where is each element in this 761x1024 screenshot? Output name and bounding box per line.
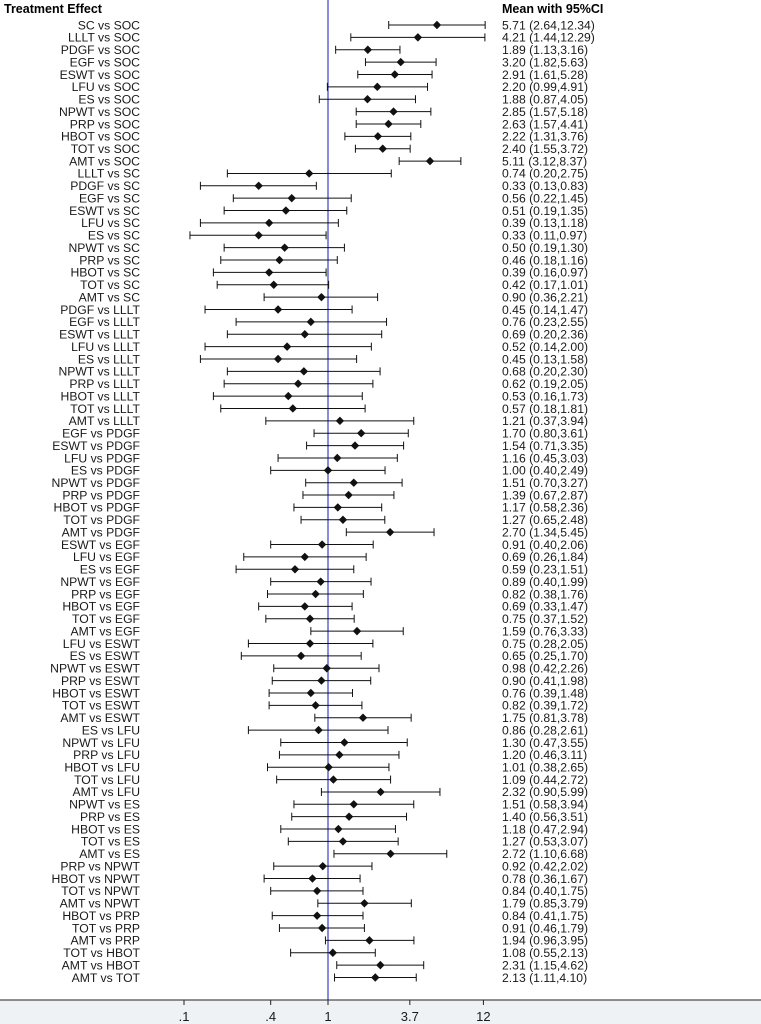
row-label: LLLT vs SOC bbox=[67, 30, 140, 45]
row-label: AMT vs LFU bbox=[72, 785, 140, 800]
mean-marker bbox=[318, 924, 326, 932]
row-value: 0.78 (0.36,1.67) bbox=[502, 871, 589, 886]
mean-marker bbox=[324, 466, 332, 474]
row-label: AMT vs ES bbox=[79, 847, 140, 862]
row-label: LFU vs SC bbox=[81, 216, 140, 231]
row-value: 0.59 (0.23,1.51) bbox=[502, 562, 589, 577]
row-value: 1.09 (0.44,2.72) bbox=[502, 772, 589, 787]
mean-marker bbox=[373, 83, 381, 91]
row-value: 0.90 (0.41,1.98) bbox=[502, 673, 589, 688]
row-value: 0.86 (0.28,2.61) bbox=[502, 723, 589, 738]
mean-marker bbox=[376, 788, 384, 796]
mean-marker bbox=[350, 478, 358, 486]
mean-marker bbox=[301, 602, 309, 610]
row-label: TOT vs PDGF bbox=[63, 513, 140, 528]
mean-marker bbox=[371, 973, 379, 981]
row-label: NPWT vs SOC bbox=[58, 104, 140, 119]
mean-marker bbox=[274, 305, 282, 313]
row-value: 0.76 (0.23,2.55) bbox=[502, 315, 589, 330]
mean-marker bbox=[365, 936, 373, 944]
mean-marker bbox=[339, 837, 347, 845]
row-value: 1.08 (0.55,2.13) bbox=[502, 946, 589, 961]
row-value: 1.94 (0.96,3.95) bbox=[502, 933, 589, 948]
row-label: ES vs EGF bbox=[79, 562, 140, 577]
row-label: ESWT vs EGF bbox=[61, 537, 140, 552]
mean-marker bbox=[333, 454, 341, 462]
row-label: EGF vs SOC bbox=[69, 55, 140, 70]
row-value: 4.21 (1.44,12.29) bbox=[502, 30, 595, 45]
row-value: 1.18 (0.47,2.94) bbox=[502, 822, 589, 837]
row-label: PRP vs LLLT bbox=[69, 377, 140, 392]
row-label: PRP vs ESWT bbox=[60, 673, 140, 688]
row-label: TOT vs NPWT bbox=[61, 884, 140, 899]
row-label: TOT vs SC bbox=[80, 278, 140, 293]
mean-marker bbox=[274, 355, 282, 363]
row-value: 1.27 (0.53,3.07) bbox=[502, 834, 589, 849]
row-value: 1.16 (0.45,3.03) bbox=[502, 451, 589, 466]
row-value: 2.13 (1.11,4.10) bbox=[502, 970, 588, 985]
mean-marker bbox=[307, 318, 315, 326]
row-value: 2.31 (1.15,4.62) bbox=[502, 958, 589, 973]
row-value: 2.70 (1.34,5.45) bbox=[502, 525, 589, 540]
mean-marker bbox=[391, 70, 399, 78]
row-value: 0.45 (0.13,1.58) bbox=[502, 352, 589, 367]
row-label: TOT vs LFU bbox=[74, 772, 140, 787]
row-value: 0.82 (0.38,1.76) bbox=[502, 587, 589, 602]
mean-marker bbox=[319, 862, 327, 870]
row-value: 0.65 (0.25,1.70) bbox=[502, 649, 589, 664]
row-value: 0.68 (0.20,2.30) bbox=[502, 364, 589, 379]
row-value: 1.01 (0.38,2.65) bbox=[502, 760, 589, 775]
row-value: 1.27 (0.65,2.48) bbox=[502, 513, 589, 528]
row-value: 0.57 (0.18,1.81) bbox=[502, 401, 589, 416]
row-label: ES vs LLLT bbox=[77, 352, 140, 367]
row-label: PDGF vs LLLT bbox=[60, 302, 140, 317]
row-value: 1.30 (0.47,3.55) bbox=[502, 735, 589, 750]
row-value: 1.51 (0.70,3.27) bbox=[502, 475, 589, 490]
mean-marker bbox=[275, 256, 283, 264]
mean-marker bbox=[339, 516, 347, 524]
mean-ci-header: Mean with 95%CI bbox=[502, 2, 604, 16]
mean-marker bbox=[308, 874, 316, 882]
row-label: NPWT vs LLLT bbox=[58, 364, 140, 379]
row-label: AMT vs PRP bbox=[70, 933, 140, 948]
row-label: ES vs ESWT bbox=[69, 649, 140, 664]
row-value: 0.92 (0.42,2.02) bbox=[502, 859, 589, 874]
row-value: 0.42 (0.17,1.01) bbox=[502, 278, 589, 293]
mean-marker bbox=[433, 21, 441, 29]
row-value: 0.89 (0.40,1.99) bbox=[502, 574, 589, 589]
mean-marker bbox=[254, 231, 262, 239]
row-value: 1.21 (0.37,3.94) bbox=[502, 414, 589, 429]
row-value: 0.74 (0.20,2.75) bbox=[502, 166, 589, 181]
mean-marker bbox=[318, 540, 326, 548]
mean-marker bbox=[265, 268, 273, 276]
row-value: 5.11 (3.12,8.37) bbox=[502, 154, 588, 169]
row-label: EGF vs PDGF bbox=[62, 426, 140, 441]
row-label: EGF vs LLLT bbox=[69, 315, 140, 330]
mean-marker bbox=[294, 380, 302, 388]
mean-marker bbox=[350, 800, 358, 808]
row-value: 0.39 (0.13,1.18) bbox=[502, 216, 589, 231]
row-value: 3.20 (1.82,5.63) bbox=[502, 55, 589, 70]
mean-marker bbox=[297, 652, 305, 660]
treatment-effect-header: Treatment Effect bbox=[4, 2, 102, 16]
row-value: 1.59 (0.76,3.33) bbox=[502, 624, 589, 639]
row-label: PRP vs SOC bbox=[69, 117, 140, 132]
mean-marker bbox=[351, 441, 359, 449]
mean-marker bbox=[323, 664, 331, 672]
mean-marker bbox=[353, 627, 361, 635]
mean-marker bbox=[360, 899, 368, 907]
row-value: 0.90 (0.36,2.21) bbox=[502, 290, 589, 305]
row-label: ESWT vs SOC bbox=[59, 67, 140, 82]
mean-marker bbox=[364, 46, 372, 54]
row-value: 0.51 (0.19,1.35) bbox=[502, 203, 589, 218]
row-label: TOT vs PRP bbox=[72, 921, 140, 936]
row-label: HBOT vs LLLT bbox=[60, 389, 140, 404]
row-label: PRP vs PDGF bbox=[62, 488, 140, 503]
row-value: 1.89 (1.13,3.16) bbox=[502, 43, 589, 58]
row-label: AMT vs EGF bbox=[70, 624, 140, 639]
row-label: ESWT vs SC bbox=[69, 203, 140, 218]
mean-marker bbox=[313, 887, 321, 895]
mean-marker bbox=[389, 107, 397, 115]
row-label: HBOT vs PRP bbox=[62, 908, 140, 923]
row-value: 2.72 (1.10,6.68) bbox=[502, 847, 589, 862]
mean-marker bbox=[306, 639, 314, 647]
row-label: HBOT vs NPWT bbox=[51, 871, 140, 886]
row-label: HBOT vs SC bbox=[70, 265, 140, 280]
mean-marker bbox=[414, 33, 422, 41]
row-value: 0.62 (0.19,2.05) bbox=[502, 377, 589, 392]
row-label: LFU vs LLLT bbox=[71, 339, 140, 354]
row-label: LFU vs EGF bbox=[72, 550, 140, 565]
row-value: 1.40 (0.56,3.51) bbox=[502, 809, 589, 824]
row-value: 0.45 (0.14,1.47) bbox=[502, 302, 589, 317]
mean-marker bbox=[335, 751, 343, 759]
row-value: 0.39 (0.16,0.97) bbox=[502, 265, 589, 280]
row-value: 0.76 (0.39,1.48) bbox=[502, 686, 589, 701]
mean-marker bbox=[282, 206, 290, 214]
row-label: NPWT vs EGF bbox=[60, 574, 140, 589]
row-label: ES vs PDGF bbox=[70, 463, 140, 478]
row-label: PDGF vs SOC bbox=[60, 43, 140, 58]
row-label: NPWT vs ES bbox=[69, 797, 140, 812]
x-tick-label: 3.7 bbox=[400, 1009, 419, 1024]
row-value: 0.91 (0.46,1.79) bbox=[502, 921, 589, 936]
row-label: TOT vs HBOT bbox=[63, 946, 140, 961]
row-value: 2.20 (0.99,4.91) bbox=[502, 80, 589, 95]
row-value: 0.50 (0.19,1.30) bbox=[502, 240, 589, 255]
mean-marker bbox=[289, 404, 297, 412]
row-value: 1.75 (0.81,3.78) bbox=[502, 711, 589, 726]
row-label: TOT vs SOC bbox=[70, 142, 140, 156]
x-tick-label: .4 bbox=[265, 1009, 277, 1024]
row-label: TOT vs ESWT bbox=[61, 698, 140, 713]
row-value: 1.51 (0.58,3.94) bbox=[502, 797, 589, 812]
row-value: 1.00 (0.40,2.49) bbox=[502, 463, 589, 478]
x-tick-label: 12 bbox=[476, 1009, 491, 1024]
mean-marker bbox=[301, 330, 309, 338]
row-value: 2.32 (0.90,5.99) bbox=[502, 785, 589, 800]
row-label: AMT vs NPWT bbox=[59, 896, 140, 911]
row-label: ES vs LFU bbox=[81, 723, 140, 738]
mean-marker bbox=[384, 120, 392, 128]
mean-marker bbox=[345, 812, 353, 820]
row-value: 1.20 (0.46,3.11) bbox=[502, 748, 588, 763]
mean-marker bbox=[305, 169, 313, 177]
mean-marker bbox=[265, 219, 273, 227]
row-value: 0.33 (0.13,0.83) bbox=[502, 179, 589, 194]
row-value: 2.40 (1.55,3.72) bbox=[502, 142, 589, 156]
row-label: TOT vs LLLT bbox=[70, 401, 140, 416]
row-label: AMT vs ESWT bbox=[60, 711, 140, 726]
row-label: TOT vs ES bbox=[80, 834, 140, 849]
row-label: ESWT vs LLLT bbox=[59, 327, 140, 342]
mean-marker bbox=[317, 577, 325, 585]
row-value: 0.33 (0.11,0.97) bbox=[502, 228, 588, 243]
row-label: HBOT vs SOC bbox=[60, 129, 140, 144]
row-label: PRP vs NPWT bbox=[60, 859, 140, 874]
row-label: HBOT vs ES bbox=[71, 822, 140, 837]
row-label: PRP vs EGF bbox=[71, 587, 140, 602]
row-label: TOT vs EGF bbox=[72, 612, 140, 627]
row-value: 0.53 (0.16,1.73) bbox=[502, 389, 589, 404]
row-label: ES vs SOC bbox=[78, 92, 140, 107]
row-label: LLLT vs SC bbox=[77, 166, 140, 181]
row-value: 0.84 (0.40,1.75) bbox=[502, 884, 589, 899]
row-value: 0.75 (0.37,1.52) bbox=[502, 612, 589, 627]
row-label: SC vs SOC bbox=[77, 18, 140, 33]
mean-marker bbox=[386, 850, 394, 858]
mean-marker bbox=[280, 243, 288, 251]
mean-marker bbox=[340, 738, 348, 746]
row-value: 1.39 (0.67,2.87) bbox=[502, 488, 589, 503]
row-label: PRP vs LFU bbox=[73, 748, 140, 763]
mean-marker bbox=[329, 949, 337, 957]
mean-marker bbox=[334, 825, 342, 833]
mean-marker bbox=[317, 293, 325, 301]
row-value: 0.56 (0.22,1.45) bbox=[502, 191, 589, 206]
row-value: 0.46 (0.18,1.16) bbox=[502, 253, 589, 268]
row-label: NPWT vs SC bbox=[68, 240, 140, 255]
x-tick-label: .1 bbox=[178, 1009, 190, 1024]
row-label: ESWT vs PDGF bbox=[52, 438, 140, 453]
row-value: 1.70 (0.80,3.61) bbox=[502, 426, 589, 441]
mean-marker bbox=[379, 145, 387, 153]
row-value: 1.17 (0.58,2.36) bbox=[502, 500, 589, 515]
row-label: AMT vs HBOT bbox=[61, 958, 140, 973]
mean-marker bbox=[300, 367, 308, 375]
row-value: 0.69 (0.33,1.47) bbox=[502, 599, 589, 614]
mean-marker bbox=[291, 565, 299, 573]
row-label: EGF vs SC bbox=[79, 191, 140, 206]
mean-marker bbox=[284, 392, 292, 400]
mean-marker bbox=[357, 429, 365, 437]
row-label: PRP vs SC bbox=[79, 253, 140, 268]
row-label: LFU vs PDGF bbox=[64, 451, 140, 466]
row-value: 2.91 (1.61,5.28) bbox=[502, 67, 589, 82]
mean-marker bbox=[313, 911, 321, 919]
mean-marker bbox=[317, 676, 325, 684]
forest-row bbox=[72, 971, 588, 985]
row-label: AMT vs TOT bbox=[71, 970, 140, 985]
mean-marker bbox=[359, 714, 367, 722]
x-tick-label: 1 bbox=[324, 1009, 332, 1024]
row-value: 5.71 (2.64,12.34) bbox=[502, 18, 595, 33]
mean-marker bbox=[329, 775, 337, 783]
row-label: NPWT vs LFU bbox=[62, 735, 140, 750]
mean-marker bbox=[397, 58, 405, 66]
mean-marker bbox=[311, 701, 319, 709]
mean-marker bbox=[334, 503, 342, 511]
mean-marker bbox=[283, 342, 291, 350]
row-value: 2.63 (1.57,4.41) bbox=[502, 117, 589, 132]
row-label: AMT vs SOC bbox=[69, 154, 140, 169]
row-value: 0.52 (0.14,2.00) bbox=[502, 339, 589, 354]
row-value: 2.85 (1.57,5.18) bbox=[502, 104, 589, 119]
row-value: 0.98 (0.42,2.26) bbox=[502, 661, 589, 676]
mean-marker bbox=[270, 281, 278, 289]
row-value: 0.69 (0.20,2.36) bbox=[502, 327, 589, 342]
row-label: AMT vs SC bbox=[78, 290, 140, 305]
row-label: NPWT vs ESWT bbox=[50, 661, 140, 676]
row-label: HBOT vs EGF bbox=[62, 599, 140, 614]
mean-marker bbox=[376, 961, 384, 969]
row-label: NPWT vs PDGF bbox=[51, 475, 140, 490]
row-label: AMT vs PDGF bbox=[61, 525, 140, 540]
mean-marker bbox=[311, 590, 319, 598]
mean-marker bbox=[301, 553, 309, 561]
mean-marker bbox=[344, 491, 352, 499]
row-label: LFU vs ESWT bbox=[62, 636, 140, 651]
row-value: 2.22 (1.31,3.76) bbox=[502, 129, 589, 144]
row-label: AMT vs LLLT bbox=[68, 414, 140, 429]
mean-marker bbox=[363, 95, 371, 103]
row-label: LFU vs SOC bbox=[71, 80, 140, 95]
row-label: PDGF vs SC bbox=[70, 179, 140, 194]
row-value: 0.84 (0.41,1.75) bbox=[502, 908, 589, 923]
mean-marker bbox=[314, 726, 322, 734]
mean-marker bbox=[426, 157, 434, 165]
mean-marker bbox=[307, 689, 315, 697]
row-value: 1.88 (0.87,4.05) bbox=[502, 92, 589, 107]
row-value: 1.54 (0.71,3.35) bbox=[502, 438, 589, 453]
row-label: PRP vs ES bbox=[79, 809, 140, 824]
row-label: HBOT vs PDGF bbox=[53, 500, 140, 515]
mean-marker bbox=[386, 528, 394, 536]
row-value: 0.91 (0.40,2.06) bbox=[502, 537, 589, 552]
mean-marker bbox=[288, 194, 296, 202]
row-value: 0.75 (0.28,2.05) bbox=[502, 636, 589, 651]
row-value: 1.79 (0.85,3.79) bbox=[502, 896, 589, 911]
row-value: 0.69 (0.26,1.84) bbox=[502, 550, 589, 565]
mean-marker bbox=[374, 132, 382, 140]
row-label: HBOT vs ESWT bbox=[52, 686, 140, 701]
row-value: 0.82 (0.39,1.72) bbox=[502, 698, 589, 713]
mean-marker bbox=[336, 417, 344, 425]
mean-marker bbox=[306, 615, 314, 623]
mean-marker bbox=[324, 763, 332, 771]
row-label: ES vs SC bbox=[87, 228, 140, 243]
mean-marker bbox=[254, 182, 262, 190]
row-label: HBOT vs LFU bbox=[64, 760, 140, 775]
